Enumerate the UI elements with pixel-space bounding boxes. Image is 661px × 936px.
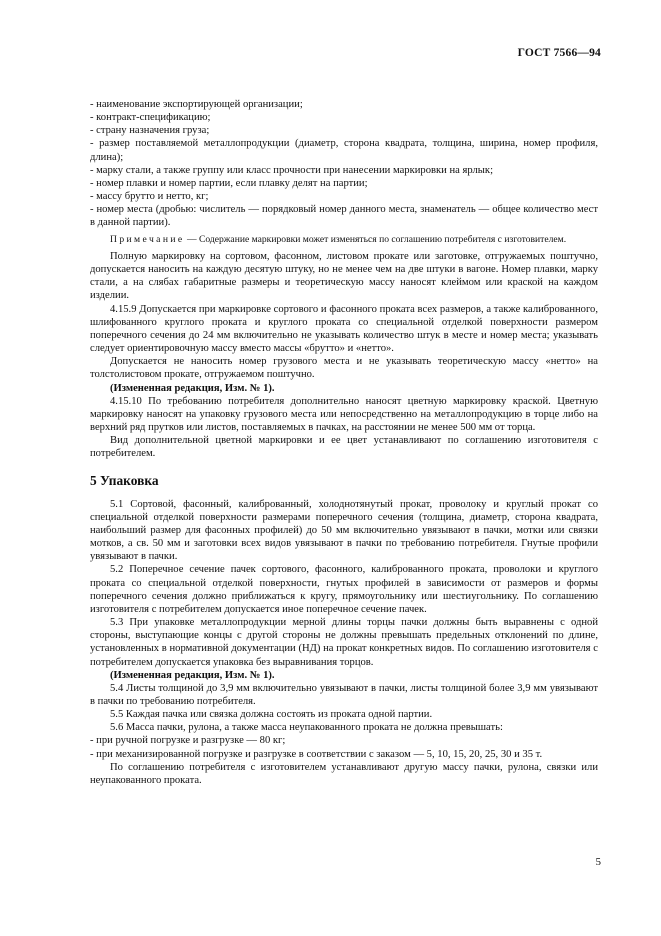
list-item: - номер места (дробью: числитель — порядковый номер данного места, знаменатель — общее количество мест в данной партии). [90, 204, 598, 229]
document-header: ГОСТ 7566—94 [517, 47, 601, 59]
paragraph-color-kind: Вид дополнительной цветной маркировки и ее цвет устанавливают по соглашению изготовителя с потребителем. [90, 435, 598, 460]
note [90, 234, 598, 246]
paragraph-full-marking: Полную маркировку на сортовом, фасонном, листовом прокате или заготовке, отгружаемых поштучно, допускается наносить на каждую десятую штуку, но не менее чем на две штуки в вагоне. Номер плавки, марку стали, а на слябах габаритные размеры и теоретическую массу наносят клеймом или краской на каждом изделии. [90, 250, 598, 302]
revised-note: (Измененная редакция, Изм. № 1). [110, 382, 275, 394]
paragraph-5-4: 5.4 Листы толщиной до 3,9 мм включительно увязывают в пачки, листы толщиной более 3,9 мм увязывают в пачки по требованию потребителя. [90, 682, 598, 707]
paragraph-allowed: Допускается не наносить номер грузового места и не указывать теоретическую массу «нетто» на толстолистовом прокате, отгружаемом поштучно. [90, 356, 598, 381]
note-text: — Содержание маркировки может изменяться по соглашению потребителя с изготовителем. [184, 233, 567, 245]
note-label: Примечание [110, 233, 185, 245]
paragraph-4-15-9: 4.15.9 Допускается при маркировке сортового и фасонного проката всех размеров, а также калиброванного, шлифованного круглого проката и круглого проката со специальной отделкой поверхности размером поперечного сечения до 24 мм включительно не указывать количество штук в месте и номер места; указывать следует ориентировочную массу вместо массы «брутто» и «нетто». [90, 303, 598, 355]
paragraph-5-5: 5.5 Каждая пачка или связка должна состоять из проката одной партии. [110, 709, 433, 721]
list-item: - страну назначения груза; [90, 125, 210, 137]
paragraph-5-2: 5.2 Поперечное сечение пачек сортового, фасонного, калиброванного проката, проволоки и круглого проката со специальной отделкой поверхности, гнутых профилей в зависимости от размеров и формы поперечного сечения должно приближаться к кругу, прямоугольнику или шестиугольнику. По соглашению изготовителя с потребителем допускается иное поперечное сечение пачек. [90, 564, 598, 615]
page-body [90, 98, 598, 787]
paragraph-5-6: 5.6 Масса пачки, рулона, а также масса неупакованного проката не должна превышать: [110, 722, 503, 734]
page-number: 5 [595, 856, 601, 868]
section-title: 5 Упаковка [90, 473, 159, 489]
list-item: - массу брутто и нетто, кг; [90, 191, 209, 203]
revised-note: (Измененная редакция, Изм. № 1). [110, 669, 275, 681]
list-item: - наименование экспортирующей организации; [90, 99, 303, 110]
list-item: - размер поставляемой металлопродукции (диаметр, сторона квадрата, толщина, ширина, номер профиля, длина); [90, 138, 598, 163]
list-item: - марку стали, а также группу или класс прочности при нанесении маркировки на ярлык; [90, 164, 494, 176]
paragraph-5-1: 5.1 Сортовой, фасонный, калиброванный, холоднотянутый прокат, проволоку и круглый прокат со специальной отделкой поверхности размерами поперечного сечения (толщина, диаметр, сторона квадрата, наибольший размер для фасонных профилей) до 50 мм включительно увязывают в пачки, мотки или связки мотков, а св. 50 мм и заготовки всех видов увязывают в пачки по требованию потребителя. Гнутые профили увязывают в пачки. [90, 498, 598, 563]
paragraph-agreement: По соглашению потребителя с изготовителем устанавливают другую массу пачки, рулона, связки или неупакованного проката. [90, 761, 598, 786]
paragraph-4-15-10: 4.15.10 По требованию потребителя дополнительно наносят цветную маркировку краской. Цветную маркировку наносят на упаковку грузового места или непосредственно на металлопродукцию в торце либо на верхний ряд прутков или листов, поставляемых в пачках, на расстоянии не менее 500 мм от торца. [90, 395, 598, 433]
list-item: - при механизированной погрузке и разгрузке в соответствии с заказом — 5, 10, 15, 20, 25, 30 и 35 т. [90, 748, 543, 760]
paragraph-5-3: 5.3 При упаковке металлопродукции мерной длины торцы пачки должны быть выравнены с одной стороны, выступающие концы с другой стороны не должны превышать предельных отклонений по длине, установленных в нормативной документации (НД) на прокат конкретных видов. По соглашению изготовителя с потребителем допускается упаковка без выравнивания торцов. [90, 617, 598, 668]
list-item: - контракт-спецификацию; [90, 112, 211, 124]
list-item: - при ручной погрузке и разгрузке — 80 кг; [90, 735, 286, 747]
list-item: - номер плавки и номер партии, если плавку делят на партии; [90, 177, 368, 189]
